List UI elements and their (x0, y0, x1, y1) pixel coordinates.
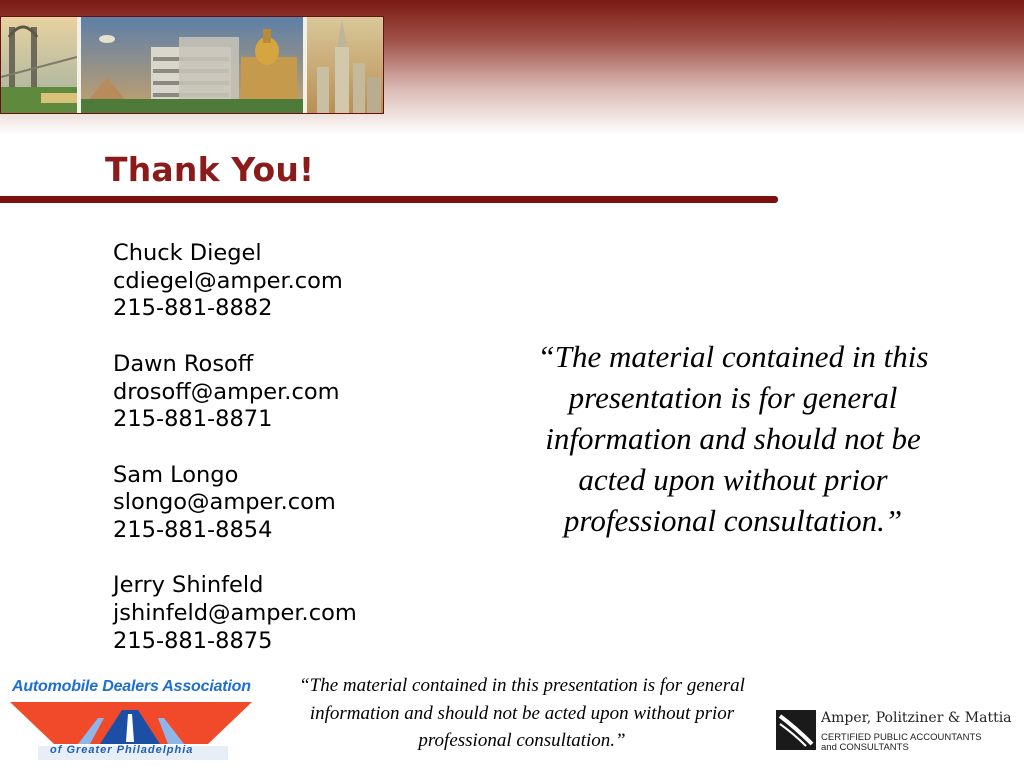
contact-name: Chuck Diegel (113, 240, 262, 266)
contact-entry (113, 572, 357, 655)
ada-title-text: Automobile Dealers Association (12, 678, 251, 695)
footer-disclaimer: “The material contained in this presentation is for general information and should not be acted upon without prior professional consultation.” (299, 675, 745, 751)
city-collage-banner (0, 16, 384, 114)
contact-email[interactable]: cdiegel@amper.com (113, 267, 343, 294)
contact-phone: 215-881-8875 (113, 627, 273, 654)
disclaimer-quote: “The material contained in this presentation is for general information and should not be acted upon without prior professional consultation.” (537, 339, 929, 538)
ada-subtitle-text: of Greater Philadelphia (50, 744, 194, 756)
contact-entry (113, 462, 357, 545)
apm-tagline-1: CERTIFIED PUBLIC ACCOUNTANTS (821, 732, 982, 743)
contact-phone: 215-881-8882 (113, 295, 273, 322)
amper-politziner-mattia-logo (776, 706, 1016, 756)
contact-phone: 215-881-8871 (113, 406, 273, 433)
title-divider (0, 196, 778, 203)
slide-title: Thank You! (105, 150, 315, 189)
contact-entry (113, 240, 357, 323)
apm-road-icon (776, 710, 816, 750)
contact-phone: 215-881-8854 (113, 517, 273, 543)
automobile-dealers-association-logo (8, 674, 258, 764)
contact-email[interactable]: jshinfeld@amper.com (113, 600, 357, 627)
contact-email[interactable]: drosoff@amper.com (113, 378, 340, 405)
contact-name: Jerry Shinfeld (113, 572, 264, 599)
contact-email[interactable]: slongo@amper.com (113, 489, 336, 516)
apm-firm-name: Amper, Politziner & Mattia (821, 710, 1012, 726)
contact-list (113, 240, 357, 683)
apm-tagline-2: and CONSULTANTS (821, 742, 909, 753)
contact-name: Sam Longo (113, 461, 239, 488)
contact-name: Dawn Rosoff (113, 350, 254, 377)
city-painting-image (1, 17, 384, 114)
contact-entry (113, 351, 357, 434)
